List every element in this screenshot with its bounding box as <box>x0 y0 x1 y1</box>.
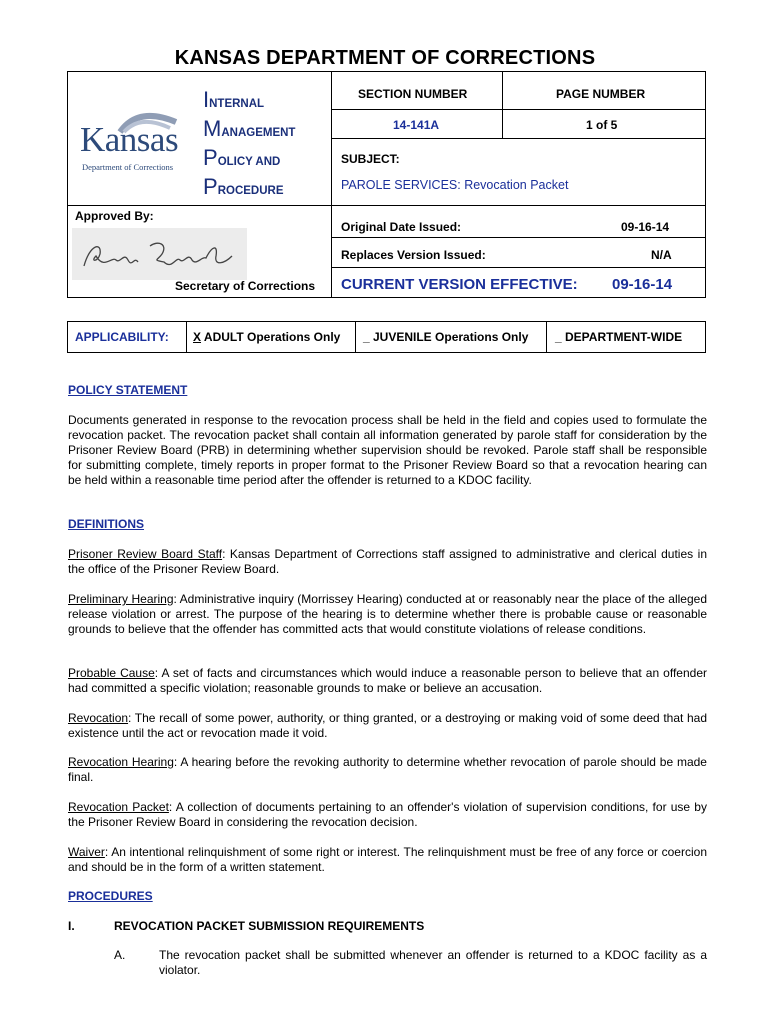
applicability-juvenile: _ JUVENILE Operations Only <box>363 330 529 344</box>
replaces-label: Replaces Version Issued: <box>341 248 486 262</box>
procedure-item-text: The revocation packet shall be submitted whenever an offender is returned to a KDOC facility as a violator. <box>159 948 707 977</box>
definition-item: Revocation Hearing: A hearing before the revoking authority to determine whether revocation of parole should be made final. <box>68 755 707 784</box>
definition-item: Prisoner Review Board Staff: Kansas Department of Corrections staff assigned to administrative and clerical duties in the office of the Prisoner Review Board. <box>68 547 707 576</box>
section-number: 14-141A <box>393 118 440 132</box>
signature-image <box>72 226 247 281</box>
applicability-divider <box>355 321 356 353</box>
procedure-item-letter: A. <box>114 948 126 962</box>
current-version-date: 09-16-14 <box>612 276 673 293</box>
current-version-label: CURRENT VERSION EFFECTIVE: <box>341 276 578 293</box>
definition-item: Probable Cause: A set of facts and circumstances which would induce a reasonable person to believe that an offender had committed a specific violation; reasonable grounds to make or believe an accusation. <box>68 666 707 695</box>
definition-item: Waiver: An intentional relinquishment of some right or interest. The relinquishment must be free of any force or coercion and should be in the form of a written statement. <box>68 845 707 874</box>
page-number: 1 of 5 <box>586 118 618 132</box>
policy-text: Documents generated in response to the revocation process shall be held in the field and copies used to formulate the revocation packet. The revocation packet shall contain all information generated by parole staff for consideration by the Prisoner Review Board (PRB) in determining whether supervision should be revoked. Parole staff shall be responsible for submitting complete, timely reports in proper format to the Prisoner Review Board so that a revocation hearing can be held within a reasonable time period after the offender is returned to a KDOC facility. <box>68 413 707 487</box>
logo-subtitle: Department of Corrections <box>82 162 174 172</box>
header-divider <box>331 267 706 268</box>
header-divider <box>331 71 332 298</box>
page-title: KANSAS DEPARTMENT OF CORRECTIONS <box>174 47 596 69</box>
applicability-adult: X ADULT Operations Only <box>193 330 341 344</box>
imp-line-management: MANAGEMENT <box>203 116 296 141</box>
section-number-label: SECTION NUMBER <box>358 87 468 101</box>
subject-label: SUBJECT: <box>341 152 400 166</box>
procedure-section-number: I. <box>68 919 75 933</box>
procedures-heading: PROCEDURES <box>68 889 153 903</box>
original-date-label: Original Date Issued: <box>341 220 462 234</box>
definition-item: Preliminary Hearing: Administrative inquiry (Morrissey Hearing) conducted at or reasonably near the place of the alleged release violation or arrest. The purpose of the hearing is to determine whether there is probable cause or reasonable grounds to believe that the offender has committed acts that would constitute violations of release conditions. <box>68 592 708 636</box>
applicability-divider <box>186 321 187 353</box>
imp-line-internal: INTERNAL <box>203 87 265 112</box>
policy-heading: POLICY STATEMENT <box>68 383 188 397</box>
header-divider <box>331 138 706 139</box>
header-divider <box>67 205 706 206</box>
procedure-section-title: REVOCATION PACKET SUBMISSION REQUIREMENTS <box>114 919 425 933</box>
header-divider <box>502 71 503 138</box>
kdoc-logo <box>80 110 182 175</box>
subject-value: PAROLE SERVICES: Revocation Packet <box>341 178 569 192</box>
header-divider <box>331 237 706 238</box>
definitions-heading: DEFINITIONS <box>68 517 145 531</box>
definition-item: Revocation: The recall of some power, authority, or thing granted, or a destroying or making void of some deed that had existence until the act or revocation made it void. <box>68 711 707 740</box>
applicability-department: _ DEPARTMENT-WIDE <box>555 330 683 344</box>
header-divider <box>331 109 706 110</box>
page-number-label: PAGE NUMBER <box>556 87 646 101</box>
approved-by-label: Approved By: <box>75 209 154 223</box>
imp-line-procedure: PROCEDURE <box>203 174 284 199</box>
definition-item: Revocation Packet: A collection of documents pertaining to an offender's violation of supervision conditions, for use by the Prisoner Review Board in considering the revocation decision. <box>68 800 707 829</box>
signer-title: Secretary of Corrections <box>175 279 316 293</box>
adult-checked-mark: X <box>193 330 202 344</box>
logo-wordmark: Kansas <box>80 120 179 159</box>
imp-line-policy: POLICY AND <box>203 145 281 170</box>
original-date: 09-16-14 <box>621 220 670 234</box>
applicability-label: APPLICABILITY: <box>75 330 169 344</box>
replaces-value: N/A <box>651 248 672 262</box>
applicability-divider <box>546 321 547 353</box>
